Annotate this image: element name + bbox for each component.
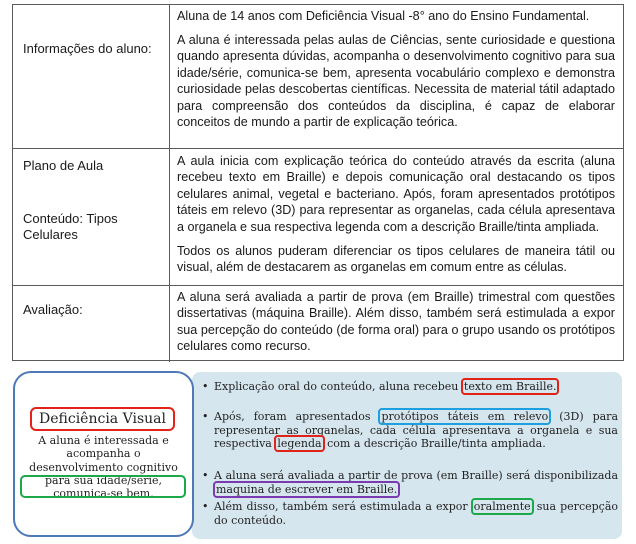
evaluation-description: A aluna será avaliada a partir de prova (em Braille) trimestral com questões dissertativas (máquina Braille). Além disso, também será estimulada a expor sua percepção do conteúdo (de forma oral) para o grupo usando os protótipos celulares como recurso.: [177, 290, 615, 354]
evaluation-label: Avaliação:: [23, 302, 83, 317]
lesson-plan-description: A aula inicia com explicação teórica do conteúdo através da escrita (aluna recebeu texto em Braille) e depois comunicação oral destacando os tipos celulares animal, vegetal e bacteriano. Após, foram apresentados protótipos táteis em relevo (3D) para representar as organelas, cada célula apresentava a organela e sua respectiva legenda com a descrição Braille/tinta ampliada.: [177, 154, 615, 234]
bullet-dot-icon: •: [202, 410, 209, 423]
table-row-evaluation: [13, 285, 623, 362]
table-row-lesson-plan: [13, 148, 623, 285]
highlight-texto-braille: texto em Braille.: [461, 378, 560, 395]
highlight-legenda: legenda: [274, 435, 324, 452]
content-label: Conteúdo: Tipos Celulares: [23, 211, 118, 242]
summary-highlight-box: [20, 475, 186, 498]
student-info-summary: Aluna de 14 anos com Deficiência Visual -8° ano do Ensino Fundamental.: [177, 9, 590, 23]
lesson-plan-outcome: Todos os alunos puderam diferenciar os tipos celulares de maneira tátil ou visual, além de destacarem as organelas em comum entre as células.: [177, 244, 615, 275]
table-row-student-info: [13, 5, 623, 148]
lesson-plan-label: Plano de Aula: [23, 158, 104, 173]
highlight-oralmente: oralmente: [471, 498, 534, 515]
summary-text: A aluna é interessada e acompanha o desenvolvimento cognitivo para sua idade/série, comunica-se bem.: [29, 434, 178, 501]
bullet-dot-icon: •: [202, 380, 209, 393]
highlight-prototipos: protótipos táteis em relevo: [378, 408, 551, 425]
summary-title: Deficiência Visual: [30, 407, 175, 431]
lesson-table: [12, 4, 624, 361]
student-info-label: Informações do aluno:: [23, 41, 152, 56]
student-info-description: A aluna é interessada pelas aulas de Ciências, sente curiosidade e questiona quando apresenta dúvidas, acompanha o desenvolvimento cognitivo para sua idade/série, comunica-se bem, apresenta vocabulário complexo e demonstra curiosidade pelas descobertas científicas. Necessita de material tátil adaptado para compreensão dos conteúdos da disciplina, é capaz de elaborar conceitos de mundo a partir de explicação teórica.: [177, 33, 615, 130]
highlight-maquina: maquina de escrever em Braille.: [213, 481, 400, 498]
bullet-dot-icon: •: [202, 469, 209, 482]
bullet-dot-icon: •: [202, 500, 209, 513]
